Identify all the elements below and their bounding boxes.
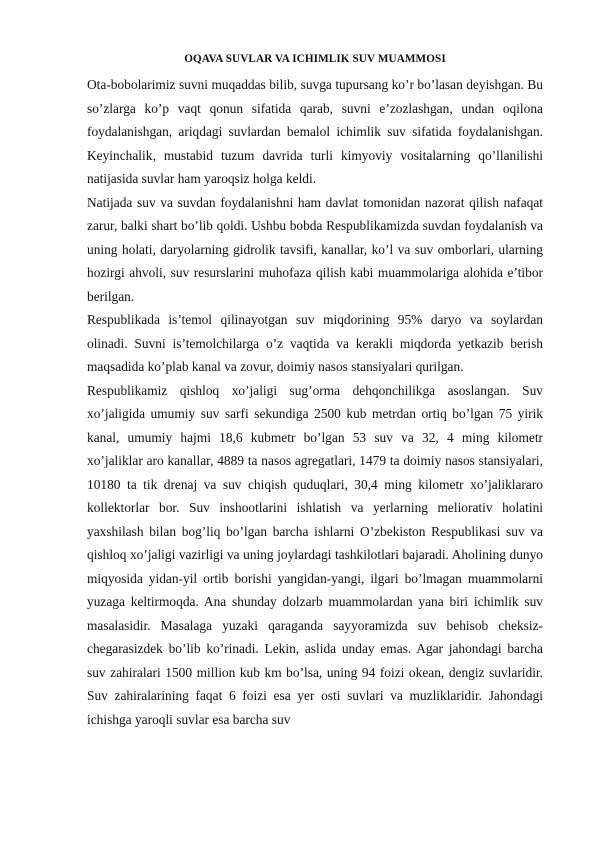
paragraph-1: Ota-bobolarimiz suvni muqaddas bilib, suvga tupursang ko’r bo’lasan deyishgan. Bu so’zlarga ko’p vaqt qonun sifatida qarab, suvni e’zozlashgan, undan oqilona foydalanishgan, ariqdagi suvlardan bemalol ichimlik suv sifatida foydalanishgan. Keyinchalik, mustabid tuzum davrida turli kimyoviy vositalarning qo’llanilishi natijasida suvlar ham yaroqsiz holga keldi. — [87, 77, 543, 186]
paragraph-4: Respublikamiz qishloq xo’jaligi sug’orma dehqonchilikga asoslangan. Suv xo’jaligida umumiy suv sarfi sekundiga 2500 kub metrdan ortiq bo’lgan 75 yirik kanal, umumiy hajmi 18,6 kubmetr bo’lgan 53 suv va 32, 4 ming kilometr xo’jaliklar aro kanallar, 4889 ta nasos agregatlari, 1479 ta doimiy nasos stansiyalari, 10180 ta tik drenaj va suv chiqish quduqlari, 30,4 ming kilometr xo’jaliklararo kollektorlar bor. Suv inshootlarini ishlatish va yerlarning meliorativ holatini yaxshilash bilan bog’liq bo’lgan barcha ishlarni O’zbekiston Respublikasi suv va qishloq xo’jaligi vazirligi va uning joylardagi tashkilotlari bajaradi. Aholining dunyo miqyosida yidan-yil ortib borishi yangidan-yangi, ilgari bo’lmagan muammolarni yuzaga keltirmoqda. Ana shunday dolzarb muammolardan yana biri ichimlik suv masalasidir. Masalaga yuzaki qaraganda sayyoramizda suv behisob cheksiz-chegarasizdek bo’lib ko’rinadi. Lekin, aslida unday emas. Agar jahondagi barcha suv zahiralari 1500 million kub km bo’lsa, uning 94 foizi okean, dengiz suvlaridir. Suv zahiralarining faqat 6 foizi esa yer osti suvlari va muzliklaridir. Jahondagi ichishga yaroqli suvlar esa barcha suv — [87, 382, 543, 727]
paragraph-3: Respublikada is’temol qilinayotgan suv miqdorining 95% daryo va soylardan olinadi. Suvni is’temolchilarga o’z vaqtida va kerakli miqdorda yetkazib berish maqsadida ko’plab kanal va zovur, doimiy nasos stansiyalari qurilgan. — [87, 312, 543, 374]
document-title: OQAVA SUVLAR VA ICHIMLIK SUV MUAMMOSI — [184, 53, 446, 65]
paragraph-2: Natijada suv va suvdan foydalanishni ham davlat tomonidan nazorat qilish nafaqat zarur, balki shart bo’lib qoldi. Ushbu bobda Respublikamizda suvdan foydalanish va uning holati, daryolarning gidrolik tavsifi, kanallar, ko’l va suv omborlari, ularning hozirgi ahvoli, suv resurslarini muhofaza qilish kabi muammolariga alohida e’tibor berilgan. — [87, 194, 543, 304]
document-body — [87, 49, 543, 731]
